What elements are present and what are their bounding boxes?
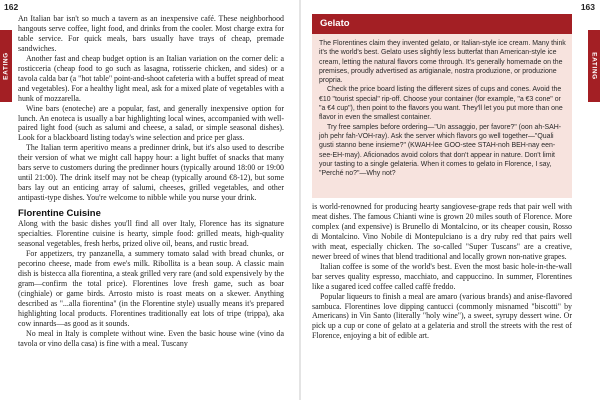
gelato-sidebar	[312, 14, 572, 198]
left-text-column	[18, 14, 284, 349]
sidebar-body	[319, 39, 566, 178]
sidebar-title: Gelato	[320, 18, 350, 29]
paragraph-bars: An Italian bar isn't so much a tavern as an inexpensive café. These neighborhood hangouts serve coffee, light food, and drinks from the cooler. Most charge extra for table service. For quick meals, bars usually have trays of cheap, premade sandwiches.	[18, 14, 284, 53]
paragraph-wine: No meal in Italy is complete without wine. Even the basic house wine (vino da tavola or vino della casa) is fine with a meal. Tuscany	[18, 328, 284, 348]
paragraph-wine-bars: Wine bars (enoteche) are a popular, fast, and generally inexpensive option for lunch. An enoteca is usually a bar highlighting local wines, accompanied with well-paired light food (such as salumi and cheese, a salad, or simple seasonal dishes). Look for a blackboard listing today's wine selection and price per glass.	[18, 103, 284, 143]
sidebar-title-bar	[312, 14, 572, 34]
section-tab	[0, 30, 12, 102]
right-page	[300, 0, 600, 400]
section-tab-label: EATING	[2, 52, 10, 80]
page-number: 163	[580, 2, 595, 12]
paragraph-aperitivo: The Italian term aperitivo means a predinner drink, but it's also used to describe their version of what we might call happy hour: a light buffet of snacks that many bars serve to customers during the predinner hours (typically around 18:00 or 19:00 until 21:00). The drink itself may not be cheap (typically around €8-12), but some bars lay out an enticing array of salumi, cheeses, grilled vegetables, and other antipasti-type dishes. You're welcome to nibble while you nurse your drink.	[18, 143, 284, 203]
paragraph-cuisine-intro: Along with the basic dishes you'll find all over Italy, Florence has its signature specialties. Florentine cuisine is hearty, simple food: grilled meats, high-quality seasonal vegetables, fresh herbs, prized olive oil, beans, and rustic bread.	[18, 219, 284, 249]
paragraph-coffee: Italian coffee is some of the world's best. Even the most basic hole-in-the-wall bar serves quality espresso, macchiato, and cappuccino. In summer, Florentines like a sugared iced coffee called caffè freddo.	[312, 261, 572, 291]
section-tab	[588, 30, 600, 102]
sidebar-paragraph: The Florentines claim they invented gelato, or Italian-style ice cream. Many think it's the world's best. Gelato uses slightly less butterfat than American-style ice cream, letting the natural flavors come through. It's generally homemade on the premises, proudly advertised as artigianale, nostra produzione, or produzione propria.	[319, 40, 566, 85]
paragraph-rosticceria: Another fast and cheap budget option is an Italian variation on the corner deli: a rosticceria (cheap food to go such as lasagna, rotisserie chicken, and sides) or a tavola calda bar (a "hot table" point-and-shoot cafeteria with a buffet spread of meat and vegetables). For a healthy light meal, ask for a mixed plate of vegetables with a hunk of mozzarella.	[18, 53, 284, 103]
section-tab-label: EATING	[590, 52, 598, 80]
paragraph-appetizers: For appetizers, try panzanella, a summery tomato salad with bread chunks, or pecorino cheese, made from ewe's milk. Ribollita is a bean soup. A classic main dish is bistecca alla fiorentina, a steak grilled very rare (and sold expensively by the gram—confirm the total price). Florentines love fresh game, such as boar (cinghiale) or game birds. Arrosto misto is roast meats on a skewer. Anything described as "...alla fiorentina" (in the Florentine style) usually means it's prepared highlighting local products. Florentines traditionally eat lots of tripe (trippa), aka cow innards—as good as it sounds.	[18, 248, 284, 328]
sidebar-paragraph: Try free samples before ordering—"Un assaggio, per favore?" (oon ah-SAH-joh pehr fah-VOH-ray). Ask the server which flavors go well together—"Quali gusti stanno bene insieme?" (KWAH-lee GOO-stee STAH-noh BEH-nay een-see-EH-may). Aficionados avoid colors that don't appear in nature. Don't limit your tasting to a single gelateria. When it comes to gelato in Florence, I say, "Perché no?"—Why not?	[319, 123, 562, 178]
section-heading: Florentine Cuisine	[18, 208, 101, 220]
page-number: 162	[4, 2, 19, 12]
paragraph-liqueurs: Popular liqueurs to finish a meal are amaro (various brands) and anise-flavored sambuca. Florentines love dipping cantucci (commonly misnamed "biscotti" by Americans) in Vin Santo (literally "holy wine"), a sweet, syrupy dessert wine. Or pick up a cup or cone of gelato at a gelateria and stroll the streets with the rest of Florence, enjoying a bit of edible art.	[312, 291, 572, 341]
paragraph-tuscan-wine: is world-renowned for producing hearty sangiovese-grape reds that pair well with meat dishes. The famous Chianti wine is grown 20 miles south of Florence. More complex (and expensive) is Brunello di Montalcino, or its cheaper cousin, Rosso di Montalcino. Vino Nobile di Montepulciano is a dry ruby red that pairs well with meat, especially chicken. The so-called "Super Tuscans" are a creative, newer breed of wines that blend traditional and locally grown non-native grapes.	[312, 202, 572, 261]
right-text-column	[312, 202, 572, 341]
sidebar-paragraph: Check the price board listing the different sizes of cups and cones. Avoid the €10 "tourist special" rip-off. Choose your container (for example, "a €3 cone" or "a €4 cup"), then point to the flavors you want. They'll let you put more than one flavor in even the smallest container.	[319, 86, 563, 122]
